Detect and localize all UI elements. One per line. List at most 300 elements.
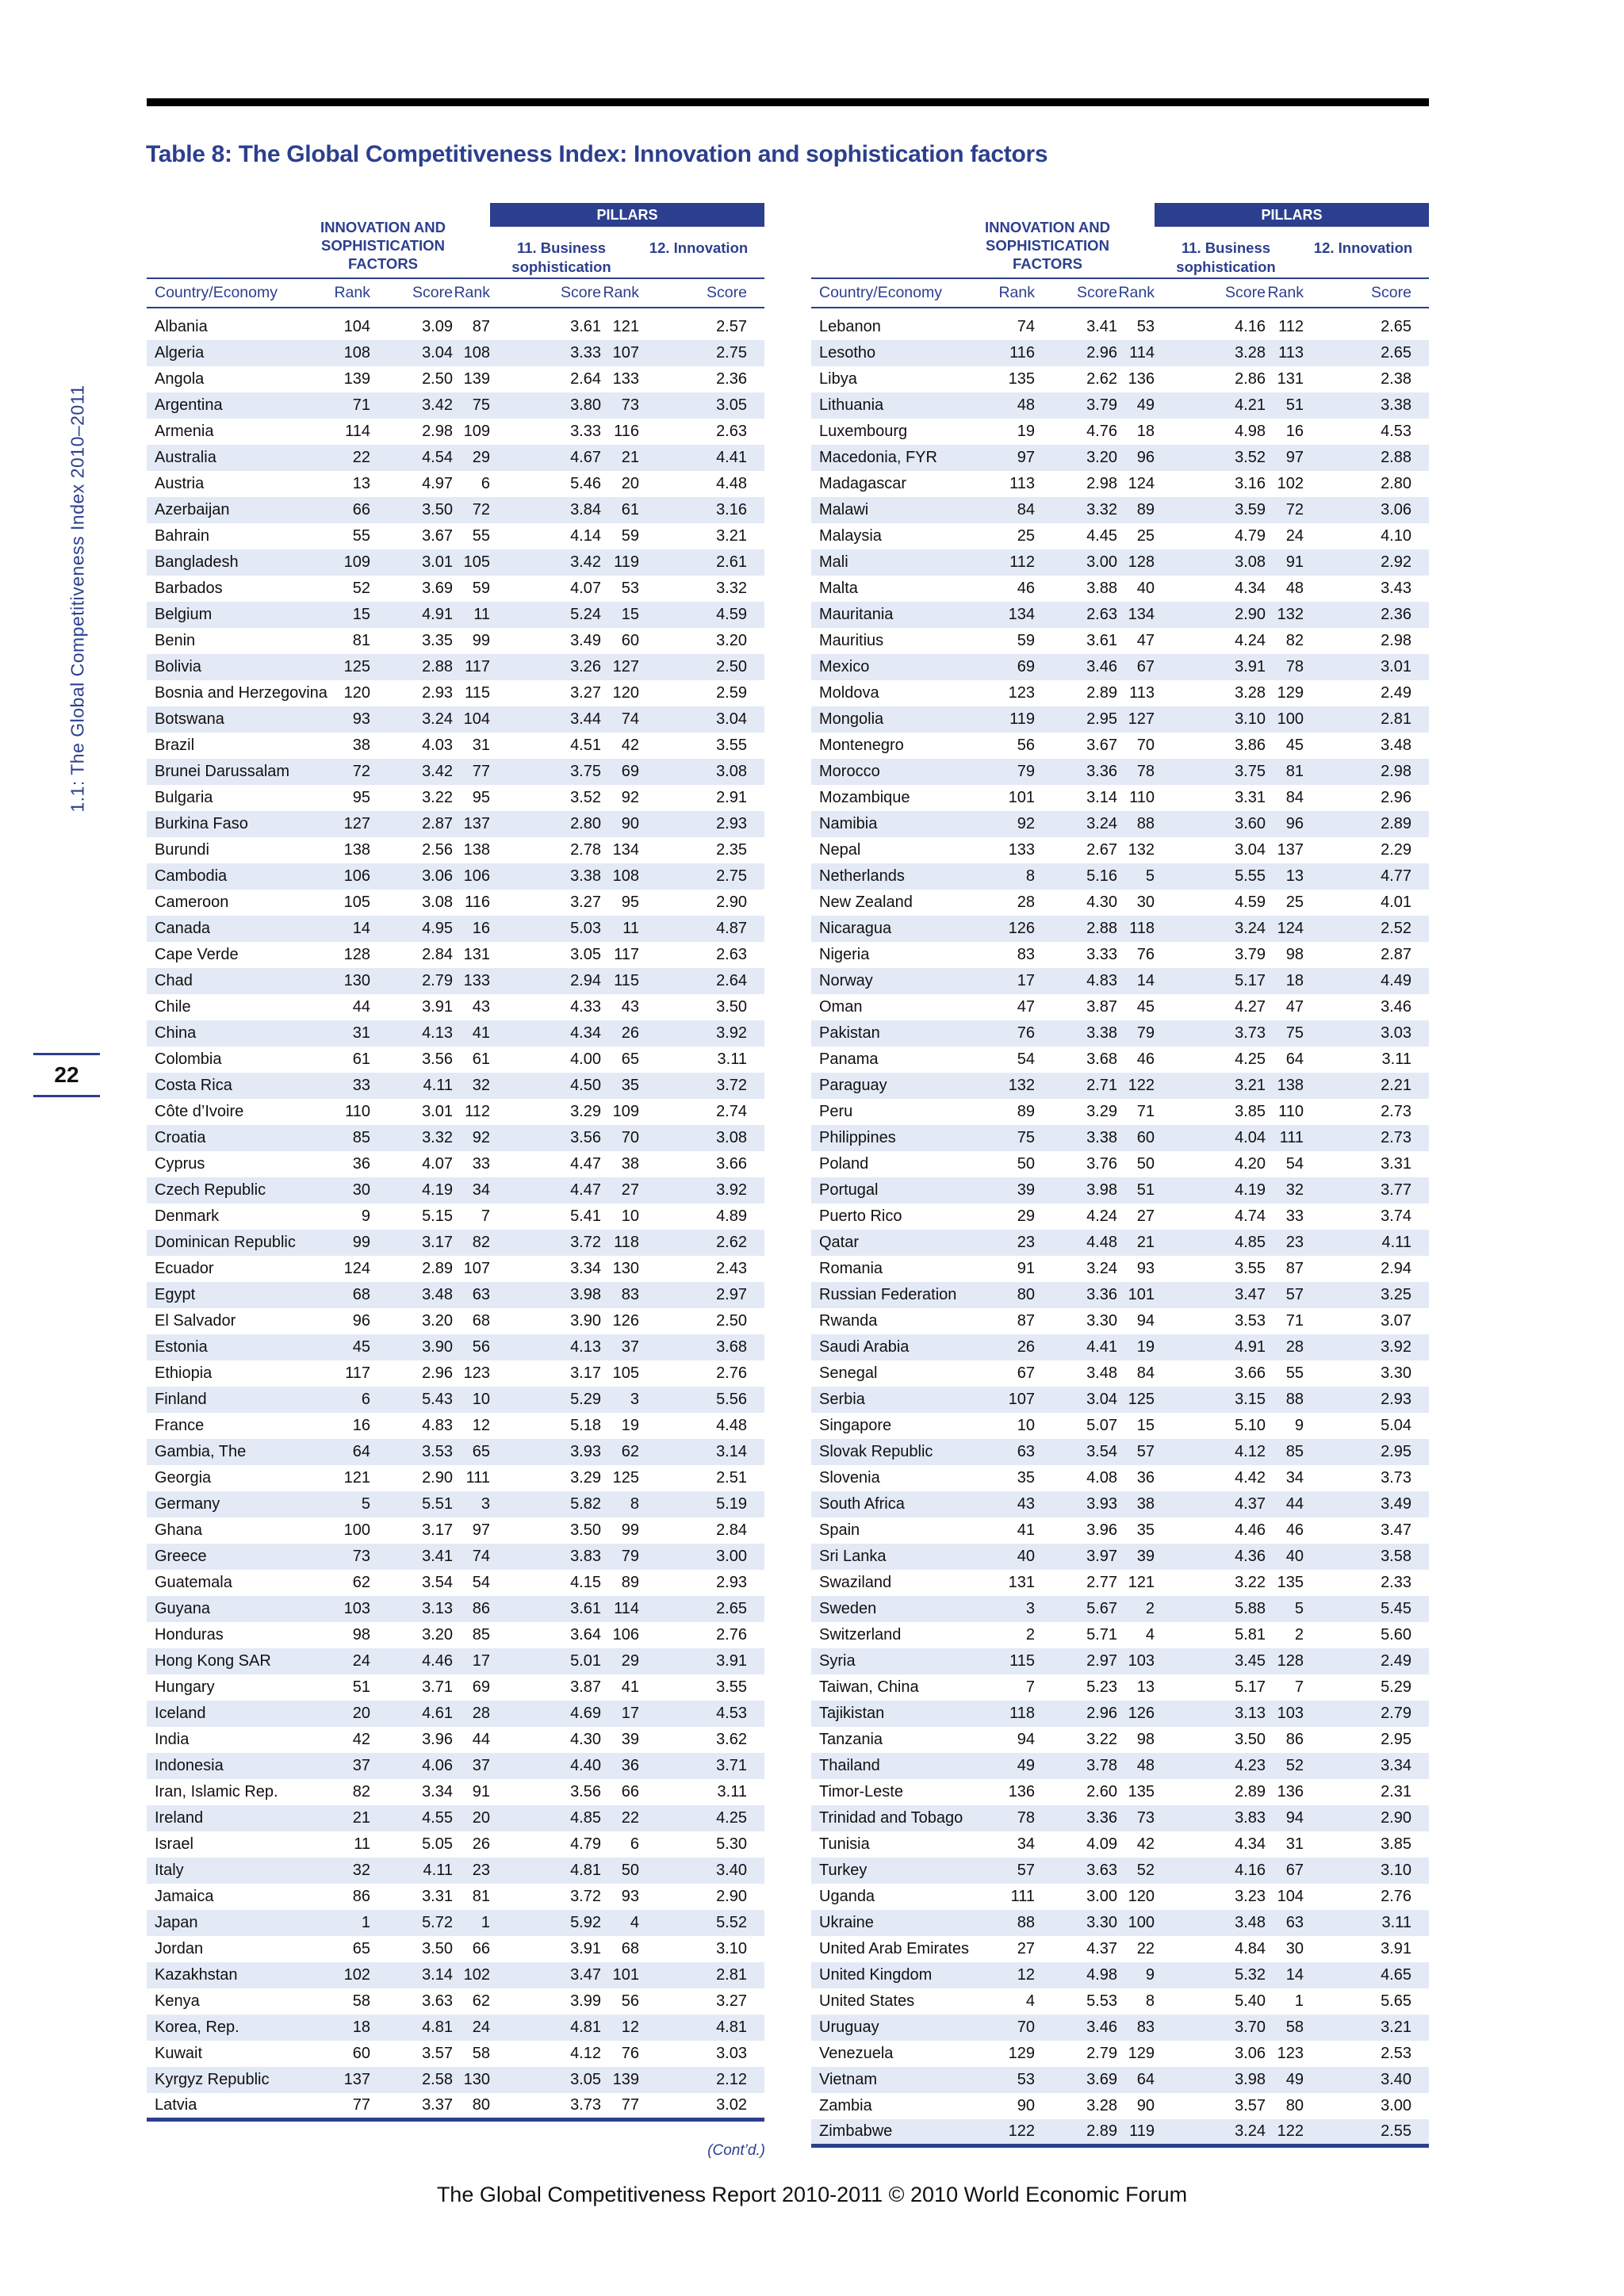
innovation-rank: 92 bbox=[998, 811, 1035, 837]
country-name: New Zealand bbox=[819, 894, 913, 911]
innovation-rank: 69 bbox=[998, 654, 1035, 680]
table-row bbox=[811, 1282, 1429, 1308]
innov-pillar-rank: 67 bbox=[1266, 1858, 1304, 1884]
innovation-rank: 104 bbox=[343, 318, 370, 335]
innov-pillar-rank: 106 bbox=[612, 1626, 639, 1644]
business-score: 3.87 bbox=[570, 1678, 601, 1696]
table-row bbox=[811, 1858, 1429, 1884]
innovation-rank: 6 bbox=[334, 1387, 370, 1413]
page-number-box bbox=[33, 1053, 100, 1097]
innovation-rank: 25 bbox=[1017, 527, 1035, 545]
innovation-rank: 129 bbox=[1008, 2045, 1035, 2062]
innovation-rank: 32 bbox=[334, 1858, 370, 1884]
business-rank: 51 bbox=[1117, 1177, 1155, 1203]
innov-pillar-score: 3.38 bbox=[1304, 392, 1429, 419]
innov-pillar-rank: 20 bbox=[621, 475, 639, 492]
table-row bbox=[811, 523, 1429, 549]
business-rank: 34 bbox=[453, 1177, 490, 1203]
business-score: 3.05 bbox=[490, 2067, 601, 2093]
business-score: 3.44 bbox=[490, 706, 601, 733]
innov-pillar-rank: 14 bbox=[1266, 1962, 1304, 1988]
business-score: 4.34 bbox=[490, 1020, 601, 1047]
business-rank: 62 bbox=[472, 1992, 490, 2010]
table-row bbox=[147, 445, 764, 471]
innov-pillar-rank: 104 bbox=[1277, 1888, 1304, 1905]
innovation-score: 3.00 bbox=[1086, 1888, 1117, 1905]
table-row bbox=[811, 916, 1429, 942]
innovation-rank: 68 bbox=[334, 1282, 370, 1308]
innovation-score: 2.95 bbox=[1035, 706, 1117, 733]
innovation-rank: 119 bbox=[998, 706, 1035, 733]
innov-pillar-rank: 35 bbox=[601, 1073, 639, 1099]
business-rank: 43 bbox=[472, 998, 490, 1016]
innovation-score: 3.22 bbox=[1086, 1731, 1117, 1748]
innovation-rank: 43 bbox=[998, 1491, 1035, 1517]
table-row bbox=[147, 916, 764, 942]
table-row bbox=[811, 497, 1429, 523]
business-score: 2.78 bbox=[570, 841, 601, 859]
innov-pillar-score: 3.55 bbox=[716, 737, 747, 754]
innovation-score: 3.96 bbox=[1086, 1521, 1117, 1539]
table-row bbox=[147, 1936, 764, 1962]
innovation-rank: 28 bbox=[1017, 894, 1035, 911]
innovation-score: 4.41 bbox=[1035, 1334, 1117, 1360]
innovation-score: 4.97 bbox=[422, 475, 453, 492]
innov-pillar-score: 3.20 bbox=[716, 632, 747, 649]
innovation-rank: 71 bbox=[334, 392, 370, 419]
business-rank: 28 bbox=[453, 1701, 490, 1727]
business-rank: 138 bbox=[463, 841, 490, 859]
innovation-rank: 67 bbox=[1017, 1364, 1035, 1382]
innov-pillar-score: 2.55 bbox=[1304, 2119, 1429, 2145]
innovation-score: 3.24 bbox=[1086, 1260, 1117, 1277]
col-score-header: Score bbox=[639, 279, 764, 308]
innovation-rank: 86 bbox=[352, 1888, 370, 1905]
innov-pillar-score: 3.10 bbox=[716, 1940, 747, 1957]
innovation-score: 3.01 bbox=[422, 1103, 453, 1120]
innov-pillar-rank: 76 bbox=[621, 2045, 639, 2062]
innov-pillar-rank: 63 bbox=[1266, 1910, 1304, 1936]
table-row bbox=[811, 1203, 1429, 1230]
header-rule bbox=[811, 277, 1429, 279]
innov-pillar-score: 2.93 bbox=[716, 1574, 747, 1591]
table-row bbox=[147, 1544, 764, 1570]
table-row bbox=[811, 2119, 1429, 2145]
innov-pillar-score: 3.48 bbox=[1381, 737, 1411, 754]
innovation-score: 4.24 bbox=[1086, 1207, 1117, 1225]
business-rank: 98 bbox=[1136, 1731, 1155, 1748]
running-head: 1.1: The Global Competitiveness Index 2010–2011 bbox=[67, 385, 88, 813]
table-row bbox=[147, 314, 764, 340]
innov-pillar-rank: 55 bbox=[1285, 1364, 1304, 1382]
business-rank: 77 bbox=[453, 759, 490, 785]
innovation-rank: 72 bbox=[334, 759, 370, 785]
innovation-rank: 131 bbox=[1008, 1574, 1035, 1591]
business-rank: 107 bbox=[463, 1260, 490, 1277]
country-name: Trinidad and Tobago bbox=[811, 1805, 998, 1831]
table-row bbox=[811, 1701, 1429, 1727]
innovation-rank: 52 bbox=[352, 580, 370, 597]
business-score: 3.13 bbox=[1155, 1701, 1266, 1727]
innovation-rank: 63 bbox=[998, 1439, 1035, 1465]
business-rank: 111 bbox=[465, 1469, 490, 1487]
innov-pillar-score: 3.72 bbox=[639, 1073, 764, 1099]
country-name: Syria bbox=[811, 1648, 998, 1674]
innov-pillar-rank: 9 bbox=[1294, 1417, 1304, 1434]
business-rank: 112 bbox=[465, 1103, 490, 1120]
table-row bbox=[147, 706, 764, 733]
innovation-score: 3.30 bbox=[1035, 1910, 1117, 1936]
business-rank: 54 bbox=[472, 1574, 490, 1591]
business-score: 3.93 bbox=[490, 1439, 601, 1465]
innovation-rank: 8 bbox=[998, 863, 1035, 890]
col-rank-header: Rank bbox=[1117, 279, 1155, 308]
table-row bbox=[811, 1962, 1429, 1988]
table-row bbox=[147, 1674, 764, 1701]
innov-pillar-score: 2.35 bbox=[716, 841, 747, 859]
country-name: Kuwait bbox=[155, 2045, 203, 2062]
business-score: 3.04 bbox=[1235, 841, 1266, 859]
innov-pillar-score: 2.93 bbox=[1304, 1387, 1429, 1413]
innovation-score: 4.48 bbox=[1035, 1230, 1117, 1256]
innov-pillar-score: 2.74 bbox=[716, 1103, 747, 1120]
table-row bbox=[147, 1910, 764, 1936]
innovation-rank: 106 bbox=[334, 863, 370, 890]
business-rank: 95 bbox=[472, 789, 490, 806]
innov-pillar-score: 2.65 bbox=[639, 1596, 764, 1622]
innovation-score: 3.46 bbox=[1035, 654, 1117, 680]
innov-pillar-score: 4.59 bbox=[639, 602, 764, 628]
country-name: Costa Rica bbox=[147, 1073, 334, 1099]
innov-pillar-rank: 19 bbox=[621, 1417, 639, 1434]
innovation-score: 4.91 bbox=[370, 602, 453, 628]
innov-pillar-score: 2.31 bbox=[1381, 1783, 1411, 1800]
table-row bbox=[811, 576, 1429, 602]
country-name: Albania bbox=[155, 318, 208, 335]
innovation-score: 2.77 bbox=[1086, 1574, 1117, 1591]
innov-pillar-score: 2.98 bbox=[1304, 759, 1429, 785]
innovation-rank: 33 bbox=[334, 1073, 370, 1099]
innov-pillar-rank: 33 bbox=[1285, 1207, 1304, 1225]
innovation-score: 3.53 bbox=[370, 1439, 453, 1465]
country-name: Spain bbox=[819, 1521, 860, 1539]
innov-pillar-rank: 134 bbox=[612, 841, 639, 859]
country-name: Japan bbox=[147, 1910, 334, 1936]
innovation-score: 4.13 bbox=[370, 1020, 453, 1047]
country-name: Singapore bbox=[819, 1417, 892, 1434]
innovation-score: 3.38 bbox=[1035, 1020, 1117, 1047]
business-rank: 85 bbox=[472, 1626, 490, 1644]
business-score: 4.79 bbox=[1235, 527, 1266, 545]
innovation-score: 3.63 bbox=[422, 1992, 453, 2010]
country-name: Netherlands bbox=[811, 863, 998, 890]
table-row bbox=[811, 706, 1429, 733]
innovation-score: 3.88 bbox=[1086, 580, 1117, 597]
business-rank: 19 bbox=[1117, 1334, 1155, 1360]
business-score: 2.86 bbox=[1235, 370, 1266, 388]
innovation-score: 3.24 bbox=[1035, 811, 1117, 837]
innovation-score: 3.36 bbox=[1035, 1805, 1117, 1831]
innov-pillar-rank: 17 bbox=[601, 1701, 639, 1727]
business-score: 4.04 bbox=[1155, 1125, 1266, 1151]
innovation-rank: 79 bbox=[998, 759, 1035, 785]
country-name: Czech Republic bbox=[147, 1177, 334, 1203]
innovation-rank: 21 bbox=[334, 1805, 370, 1831]
country-name: Romania bbox=[819, 1260, 883, 1277]
innov-pillar-score: 2.88 bbox=[1304, 445, 1429, 471]
table-row bbox=[147, 1491, 764, 1517]
innov-pillar-rank: 47 bbox=[1285, 998, 1304, 1016]
country-name: Lesotho bbox=[811, 340, 998, 366]
innov-pillar-rank: 137 bbox=[1277, 841, 1304, 859]
innovation-score: 3.37 bbox=[370, 2093, 453, 2119]
business-score: 4.42 bbox=[1235, 1469, 1266, 1487]
business-score: 3.29 bbox=[570, 1103, 601, 1120]
innovation-rank: 31 bbox=[334, 1020, 370, 1047]
business-score: 3.61 bbox=[570, 318, 601, 335]
table-row bbox=[147, 1622, 764, 1648]
business-rank: 47 bbox=[1136, 632, 1155, 649]
table-row bbox=[147, 942, 764, 968]
business-score: 4.47 bbox=[570, 1155, 601, 1173]
business-rank: 72 bbox=[453, 497, 490, 523]
table-row bbox=[811, 2093, 1429, 2119]
innovation-rank: 90 bbox=[1017, 2097, 1035, 2114]
top-rule bbox=[147, 98, 1429, 106]
table-row bbox=[147, 419, 764, 445]
business-score: 5.88 bbox=[1155, 1596, 1266, 1622]
business-score: 2.94 bbox=[490, 968, 601, 994]
innov-pillar-score: 2.96 bbox=[1381, 789, 1411, 806]
innovation-score: 5.05 bbox=[422, 1835, 453, 1853]
business-rank: 60 bbox=[1117, 1125, 1155, 1151]
innovation-rank: 42 bbox=[352, 1731, 370, 1748]
innov-pillar-rank: 42 bbox=[621, 737, 639, 754]
innovation-score: 2.56 bbox=[422, 841, 453, 859]
country-name: Malaysia bbox=[819, 527, 882, 545]
innov-pillar-score: 3.03 bbox=[716, 2045, 747, 2062]
business-rank: 61 bbox=[472, 1050, 490, 1068]
business-score: 4.67 bbox=[490, 445, 601, 471]
innov-pillar-score: 2.93 bbox=[639, 811, 764, 837]
innov-pillar-score: 4.53 bbox=[639, 1701, 764, 1727]
business-rank: 109 bbox=[463, 423, 490, 440]
innovation-rank: 39 bbox=[998, 1177, 1035, 1203]
innov-pillar-score: 2.36 bbox=[716, 370, 747, 388]
country-name: Montenegro bbox=[819, 737, 904, 754]
business-score: 4.21 bbox=[1155, 392, 1266, 419]
innovation-rank: 24 bbox=[334, 1648, 370, 1674]
country-name: Canada bbox=[147, 916, 334, 942]
business-score: 3.16 bbox=[1235, 475, 1266, 492]
innov-pillar-rank: 48 bbox=[1285, 580, 1304, 597]
business-rank: 71 bbox=[1136, 1103, 1155, 1120]
table-row bbox=[147, 994, 764, 1020]
business-rank: 13 bbox=[1136, 1678, 1155, 1696]
innov-pillar-score: 2.53 bbox=[1381, 2045, 1411, 2062]
business-rank: 53 bbox=[1136, 318, 1155, 335]
innovation-score: 5.72 bbox=[370, 1910, 453, 1936]
innov-pillar-score: 4.53 bbox=[1381, 423, 1411, 440]
innovation-score: 2.96 bbox=[1035, 340, 1117, 366]
table-row bbox=[147, 1151, 764, 1177]
innovation-score: 3.56 bbox=[422, 1050, 453, 1068]
innovation-score: 5.07 bbox=[1086, 1417, 1117, 1434]
innovation-rank: 114 bbox=[345, 423, 370, 440]
innov-pillar-rank: 53 bbox=[621, 580, 639, 597]
innovation-rank: 124 bbox=[343, 1260, 370, 1277]
innovation-rank: 138 bbox=[343, 841, 370, 859]
innov-pillar-score: 2.91 bbox=[716, 789, 747, 806]
table-row bbox=[811, 1674, 1429, 1701]
country-name: Botswana bbox=[147, 706, 334, 733]
innov-pillar-score: 2.21 bbox=[1304, 1073, 1429, 1099]
country-name: Bosnia and Herzegovina bbox=[155, 684, 327, 702]
business-rank: 10 bbox=[453, 1387, 490, 1413]
innov-pillar-rank: 133 bbox=[612, 370, 639, 388]
innovation-score: 4.81 bbox=[370, 2015, 453, 2041]
business-score: 3.22 bbox=[1235, 1574, 1266, 1591]
country-name: Uganda bbox=[819, 1888, 875, 1905]
innovation-score: 2.84 bbox=[422, 946, 453, 963]
innov-pillar-score: 2.75 bbox=[639, 863, 764, 890]
business-score: 4.36 bbox=[1155, 1544, 1266, 1570]
innov-pillar-score: 5.65 bbox=[1381, 1992, 1411, 2010]
innov-pillar-rank: 18 bbox=[1266, 968, 1304, 994]
innovation-rank: 20 bbox=[334, 1701, 370, 1727]
innovation-rank: 46 bbox=[1017, 580, 1035, 597]
innovation-rank: 19 bbox=[1017, 423, 1035, 440]
business-rank: 123 bbox=[463, 1364, 490, 1382]
table-row bbox=[147, 785, 764, 811]
innovation-score: 2.79 bbox=[370, 968, 453, 994]
table-row bbox=[147, 2093, 764, 2119]
innovation-rank: 87 bbox=[1017, 1312, 1035, 1330]
innov-pillar-score: 3.92 bbox=[1304, 1334, 1429, 1360]
innovation-score: 4.83 bbox=[422, 1417, 453, 1434]
innov-pillar-score: 3.07 bbox=[1381, 1312, 1411, 1330]
innovation-rank: 88 bbox=[998, 1910, 1035, 1936]
business-rank: 39 bbox=[1117, 1544, 1155, 1570]
table-row bbox=[147, 890, 764, 916]
innovation-score: 4.55 bbox=[370, 1805, 453, 1831]
business-rank: 122 bbox=[1117, 1073, 1155, 1099]
innovation-rank: 89 bbox=[1017, 1103, 1035, 1120]
innov-pillar-score: 3.55 bbox=[716, 1678, 747, 1696]
business-rank: 116 bbox=[465, 894, 490, 911]
table-row bbox=[811, 811, 1429, 837]
innovation-score: 3.69 bbox=[422, 580, 453, 597]
business-score: 3.53 bbox=[1235, 1312, 1266, 1330]
innovation-rank: 54 bbox=[1017, 1050, 1035, 1068]
business-score: 4.34 bbox=[1235, 1835, 1266, 1853]
innov-pillar-rank: 116 bbox=[614, 423, 639, 440]
innov-pillar-score: 5.52 bbox=[639, 1910, 764, 1936]
innovation-rank: 75 bbox=[998, 1125, 1035, 1151]
innov-pillar-rank: 46 bbox=[1285, 1521, 1304, 1539]
business-score: 4.37 bbox=[1155, 1491, 1266, 1517]
country-name: Mongolia bbox=[811, 706, 998, 733]
business-score: 4.85 bbox=[1155, 1230, 1266, 1256]
innov-pillar-rank: 65 bbox=[621, 1050, 639, 1068]
innovation-rank: 61 bbox=[352, 1050, 370, 1068]
innovation-score: 3.04 bbox=[370, 340, 453, 366]
business-score: 3.99 bbox=[570, 1992, 601, 2010]
country-name: Brunei Darussalam bbox=[147, 759, 334, 785]
table-row bbox=[811, 314, 1429, 340]
table-row bbox=[811, 1779, 1429, 1805]
business-rank: 100 bbox=[1117, 1910, 1155, 1936]
innovation-rank: 76 bbox=[998, 1020, 1035, 1047]
innov-pillar-rank: 114 bbox=[601, 1596, 639, 1622]
business-score: 4.33 bbox=[570, 998, 601, 1016]
innovation-score: 3.01 bbox=[370, 549, 453, 576]
business-rank: 11 bbox=[453, 602, 490, 628]
innov-pillar-score: 3.49 bbox=[1304, 1491, 1429, 1517]
business-score: 4.84 bbox=[1235, 1940, 1266, 1957]
col-score-header: Score bbox=[370, 279, 453, 308]
business-rank: 126 bbox=[1117, 1701, 1155, 1727]
innov-pillar-rank: 113 bbox=[1266, 340, 1304, 366]
innov-pillar-score: 2.94 bbox=[1381, 1260, 1411, 1277]
table-row bbox=[147, 2067, 764, 2093]
country-name: Chad bbox=[147, 968, 334, 994]
innovation-score: 4.08 bbox=[1086, 1469, 1117, 1487]
col-score-header: Score bbox=[490, 279, 601, 308]
country-name: Slovak Republic bbox=[811, 1439, 998, 1465]
country-name: Ecuador bbox=[155, 1260, 214, 1277]
innovation-rank: 57 bbox=[998, 1858, 1035, 1884]
business-score: 5.92 bbox=[490, 1910, 601, 1936]
innovation-rank: 29 bbox=[1017, 1207, 1035, 1225]
innovation-score: 3.13 bbox=[370, 1596, 453, 1622]
business-rank: 70 bbox=[1136, 737, 1155, 754]
innov-pillar-rank: 99 bbox=[621, 1521, 639, 1539]
header-rule bbox=[147, 277, 764, 279]
business-score: 4.40 bbox=[490, 1753, 601, 1779]
country-name: Vietnam bbox=[811, 2067, 998, 2093]
table-row bbox=[811, 1073, 1429, 1099]
country-name: Hong Kong SAR bbox=[147, 1648, 334, 1674]
innov-pillar-rank: 7 bbox=[1294, 1678, 1304, 1696]
innov-pillar-score: 3.00 bbox=[1381, 2097, 1411, 2114]
innovation-score: 3.69 bbox=[1035, 2067, 1117, 2093]
innov-pillar-rank: 21 bbox=[601, 445, 639, 471]
business-rank: 14 bbox=[1117, 968, 1155, 994]
country-name: Moldova bbox=[819, 684, 879, 702]
business-score: 3.21 bbox=[1155, 1073, 1266, 1099]
innovation-rank: 117 bbox=[345, 1364, 370, 1382]
column-group-header bbox=[147, 203, 764, 279]
table-row bbox=[147, 1570, 764, 1596]
innovation-score: 3.30 bbox=[1086, 1312, 1117, 1330]
business-rank: 125 bbox=[1117, 1387, 1155, 1413]
innov-pillar-score: 4.48 bbox=[716, 1417, 747, 1434]
business-score: 5.24 bbox=[490, 602, 601, 628]
business-score: 4.12 bbox=[570, 2045, 601, 2062]
group-title-innovation-factors: INNOVATION AND SOPHISTICATION FACTORS bbox=[985, 219, 1110, 272]
country-name: Sri Lanka bbox=[811, 1544, 998, 1570]
table-row bbox=[811, 1570, 1429, 1596]
innov-pillar-rank: 98 bbox=[1285, 946, 1304, 963]
innovation-score: 3.90 bbox=[370, 1334, 453, 1360]
business-score: 5.29 bbox=[490, 1387, 601, 1413]
pillar-11-heading: 11. Business sophistication bbox=[511, 239, 611, 275]
business-score: 3.42 bbox=[490, 549, 601, 576]
table-row bbox=[147, 1465, 764, 1491]
country-name: Korea, Rep. bbox=[147, 2015, 334, 2041]
innovation-score: 3.09 bbox=[422, 318, 453, 335]
